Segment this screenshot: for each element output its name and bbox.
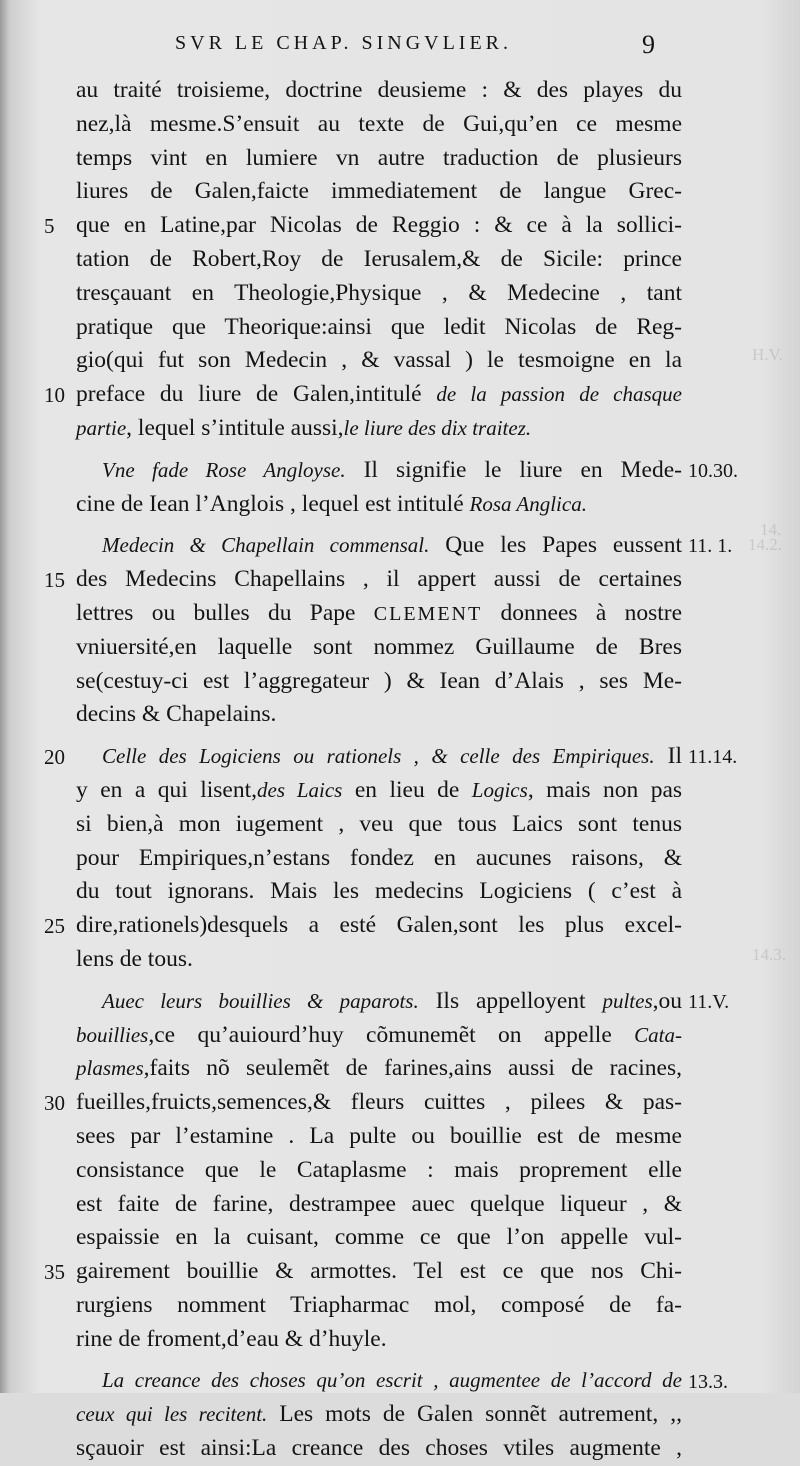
text-segment: ,ce qu’auiourd’huy cõmunemẽt on appelle: [148, 1021, 635, 1048]
text-line: [76, 1398, 682, 1432]
text-line: [76, 1289, 682, 1323]
text-segment: decins & Chapelains.: [76, 701, 277, 728]
italic-text: bouillies: [76, 1022, 149, 1047]
text-segment: sees par l’estamine . La pulte ou bouillie est de mesme: [76, 1122, 682, 1149]
text-segment: espaissie en la cuisant, comme ce que l’on appelle vul-: [76, 1224, 682, 1251]
text-segment: au traité troisieme, doctrine deusieme : & des playes du: [76, 77, 682, 103]
text-line: [76, 488, 682, 522]
italic-text: Cata-: [634, 1022, 682, 1047]
italic-text: Logics: [471, 777, 528, 802]
text-segment: du tout ignorans. Mais les medecins Logiciens ( c’est à: [76, 878, 682, 905]
text-line: [76, 563, 682, 597]
margin-reference: 11.14.: [688, 746, 738, 769]
italic-text: La creance des choses qu’on escrit , augmentee de l’accord de: [102, 1368, 682, 1393]
text-line: [76, 142, 682, 176]
text-line: [76, 1120, 682, 1154]
text-segment: si bien,à mon iugement , veu que tous Laics sont tenus: [76, 810, 682, 837]
text-segment: se(cestuy-ci est l’aggregateur ) & Iean d’Alais , ses Me-: [76, 667, 682, 694]
text-line: [76, 1432, 682, 1466]
text-line: [76, 311, 682, 345]
text-line: [76, 277, 682, 311]
italic-text: pultes: [602, 988, 653, 1013]
margin-reference: 13.3.: [688, 1370, 728, 1393]
text-line: [76, 1086, 682, 1120]
text-line: [76, 943, 682, 977]
small-caps-text: CLEMENT: [373, 602, 483, 625]
text-segment: pour Empiriques,n’estans fondez en aucunes raisons, &: [76, 844, 682, 871]
text-segment: est faite de farine, destrampee auec quelque liqueur , &: [76, 1190, 682, 1217]
text-segment: fueilles,fruicts,semences,& fleurs cuittes , pilees & pas-: [76, 1089, 682, 1116]
text-line: [76, 74, 682, 108]
text-line: [76, 1364, 682, 1398]
text-line: [76, 529, 682, 563]
text-segment: lettres ou bulles du Pape: [76, 599, 374, 626]
text-segment: temps vint en lumiere vn autre traduction de plusieurs: [76, 144, 682, 171]
text-line: [76, 1154, 682, 1188]
text-line: [76, 344, 682, 378]
text-line: [76, 1019, 682, 1053]
text-line: [76, 875, 682, 909]
text-segment: gio(qui fut son Medecin , & vassal ) le tesmoigne en la: [76, 347, 682, 374]
bleed-through-text: 14.2.: [748, 535, 782, 554]
text-line: [76, 808, 682, 842]
text-segment: cine de Iean l’Anglois , lequel est intitulé: [76, 490, 470, 517]
text-segment: ,faits nõ seulemẽt de farines,ains aussi de racines,: [143, 1055, 682, 1082]
italic-text: Auec leurs bouillies & paparots.: [102, 988, 419, 1013]
text-segment: donnees à nostre: [482, 599, 683, 626]
text-line: [76, 985, 682, 1019]
text-line: [76, 175, 682, 209]
text-segment: sçauoir est ainsi:La creance des choses vtiles augmente ,: [76, 1435, 682, 1462]
margin-reference: 11.V.: [688, 990, 730, 1013]
italic-text: Medecin & Chapellain commensal.: [102, 533, 430, 558]
line-number: 15: [44, 568, 65, 593]
text-line: [76, 665, 682, 699]
text-segment: Les mots de Galen sonnẽt autrement, ,,: [267, 1401, 683, 1428]
text-line: [76, 1255, 682, 1289]
italic-text: Celle des Logiciens ou rationels , & celle des Empiriques.: [102, 744, 655, 769]
text-segment: rine de froment,d’eau & d’huyle.: [76, 1325, 387, 1352]
text-segment: consistance que le Cataplasme : mais proprement elle: [76, 1156, 682, 1183]
text-line: [76, 209, 682, 243]
text-segment: que en Latine,par Nicolas de Reggio : & ce à la sollici-: [76, 212, 682, 239]
text-segment: Ils appelloyent: [418, 987, 603, 1014]
running-title: SVR LE CHAP. SINGVLIER.: [175, 32, 513, 54]
text-segment: dire,rationels)desquels a esté Galen,sont les plus excel-: [76, 912, 682, 939]
paragraph-gap: [76, 1356, 682, 1364]
margin-reference: 10.30.: [688, 459, 738, 482]
text-line: [76, 454, 682, 488]
text-line: [76, 243, 682, 277]
paragraph-gap: [76, 446, 682, 454]
text-segment: nez,là mesme.S’ensuit au texte de Gui,qu’en ce mesme: [76, 110, 682, 137]
text-line: [76, 1323, 682, 1357]
text-line: [76, 108, 682, 142]
text-segment: y en a qui lisent,: [76, 776, 258, 803]
page-number: 9: [642, 30, 655, 59]
paragraph-gap: [76, 732, 682, 740]
text-line: [76, 378, 682, 412]
text-line: [76, 740, 682, 774]
italic-text: ceux qui les recitent.: [76, 1402, 268, 1427]
text-line: [76, 774, 682, 808]
text-line: [76, 842, 682, 876]
bleed-through-text: 14.: [760, 520, 782, 539]
text-line: [76, 909, 682, 943]
text-segment: pratique que Theorique:ainsi que ledit Nicolas de Reg-: [76, 313, 682, 340]
line-number: 10: [44, 383, 65, 408]
text-segment: Que les Papes eussent: [429, 532, 683, 559]
line-number: 20: [44, 745, 65, 770]
text-segment: Il signifie le liure en Mede-: [345, 456, 682, 483]
text-segment: , mais non pas: [527, 776, 683, 803]
text-line: [76, 1221, 682, 1255]
italic-text: plasmes: [76, 1056, 144, 1081]
text-line: [76, 597, 682, 631]
paragraph-gap: [76, 977, 682, 985]
text-line: [76, 698, 682, 732]
bleed-through-text: H.V.: [752, 345, 783, 364]
body-text: [76, 74, 682, 1466]
text-segment: lens de tous.: [76, 945, 193, 972]
italic-text: Vne fade Rose Angloyse.: [102, 457, 346, 482]
text-line: [76, 631, 682, 665]
line-number: 25: [44, 914, 65, 939]
text-segment: des Medecins Chapellains , il appert aussi de certaines: [76, 566, 682, 593]
text-segment: tation de Robert,Roy de Ierusalem,& de Sicile: prince: [76, 245, 682, 272]
line-number: 30: [44, 1091, 65, 1116]
text-segment: ,ou: [652, 987, 682, 1014]
paragraph-gap: [76, 521, 682, 529]
text-segment: Il: [654, 743, 682, 770]
text-segment: gairement bouillie & armottes. Tel est ce que nos Chi-: [76, 1258, 682, 1285]
italic-text: des Laics: [257, 777, 343, 802]
text-segment: preface du liure de Galen,intitulé: [76, 381, 437, 408]
margin-reference: 11. 1.: [688, 535, 733, 558]
italic-text: le liure des dix traitez.: [343, 415, 532, 440]
text-segment: tresçauant en Theologie,Physique , & Medecine , tant: [76, 279, 682, 306]
text-line: [76, 412, 682, 446]
text-line: [76, 1052, 682, 1086]
italic-text: de la passion de chasque: [436, 382, 682, 407]
text-line: [76, 1188, 682, 1222]
italic-text: Rosa Anglica.: [469, 491, 587, 516]
line-number: 5: [44, 214, 55, 239]
text-segment: vniuersité,en laquelle sont nommez Guillaume de Bres: [76, 633, 682, 660]
text-segment: liures de Galen,faicte immediatement de langue Grec-: [76, 178, 682, 205]
text-segment: rurgiens nomment Triapharmac mol, composé de fa-: [76, 1291, 682, 1318]
text-segment: , lequel s’intitule aussi,: [126, 414, 344, 441]
bleed-through-text: 14.3.: [752, 945, 786, 964]
italic-text: partie: [76, 415, 127, 440]
text-segment: en lieu de: [342, 776, 472, 803]
line-number: 35: [44, 1260, 65, 1285]
